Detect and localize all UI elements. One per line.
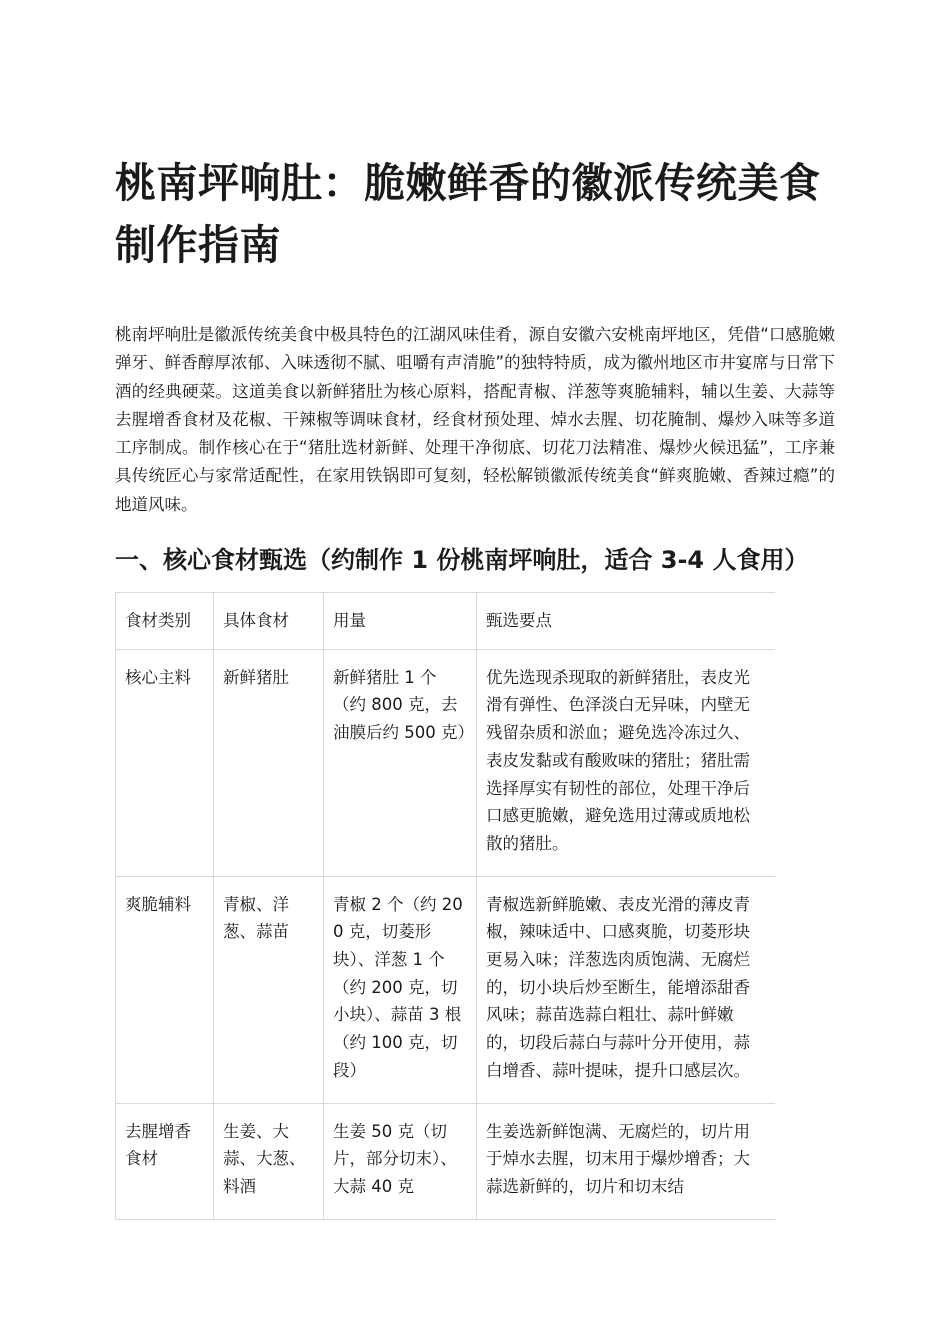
- cell-tips: 生姜选新鲜饱满、无腐烂的，切片用于焯水去腥，切末用于爆炒增香；大蒜选新鲜的，切片和切末结: [477, 1103, 776, 1219]
- ingredients-table: [115, 592, 775, 1220]
- cell-category: 爽脆辅料: [116, 876, 214, 1103]
- table-row: [116, 649, 776, 876]
- header-ingredient: 具体食材: [214, 593, 324, 650]
- section-heading-ingredients: 一、核心食材甄选（约制作 1 份桃南坪响肚，适合 3-4 人食用）: [115, 546, 809, 574]
- cell-category: 核心主料: [116, 649, 214, 876]
- cell-ingredient: 生姜、大蒜、大葱、料酒: [214, 1103, 324, 1219]
- table-row: [116, 1103, 776, 1219]
- article-title: 桃南坪响肚：脆嫩鲜香的徽派传统美食制作指南: [115, 159, 821, 269]
- header-amount: 用量: [324, 593, 477, 650]
- cell-ingredient: 青椒、洋葱、蒜苗: [214, 876, 324, 1103]
- header-tips: 甄选要点: [477, 593, 776, 650]
- ingredients-table-container: [115, 592, 775, 1228]
- cell-tips: 青椒选新鲜脆嫩、表皮光滑的薄皮青椒，辣味适中、口感爽脆，切菱形块更易入味；洋葱选肉质饱满、无腐烂的，切小块后炒至断生，能增添甜香风味；蒜苗选蒜白粗壮、蒜叶鲜嫩的，切段后蒜白与蒜叶分开使用，蒜白增香、蒜叶提味，提升口感层次。: [477, 876, 776, 1103]
- cell-ingredient: 新鲜猪肚: [214, 649, 324, 876]
- intro-paragraph: 桃南坪响肚是徽派传统美食中极具特色的江湖风味佳肴，源自安徽六安桃南坪地区，凭借“口感脆嫩弹牙、鲜香醇厚浓郁、入味透彻不腻、咀嚼有声清脆”的独特特质，成为徽州地区市井宴席与日常下酒的经典硬菜。这道美食以新鲜猪肚为核心原料，搭配青椒、洋葱等爽脆辅料，辅以生姜、大蒜等去腥增香食材及花椒、干辣椒等调味食材，经食材预处理、焯水去腥、切花腌制、爆炒入味等多道工序制成。制作核心在于“猪肚选材新鲜、处理干净彻底、切花刀法精准、爆炒火候迅猛”，工序兼具传统匠心与家常适配性，在家用铁锅即可复刻，轻松解锁徽派传统美食“鲜爽脆嫩、香辣过瘾”的地道风味。: [115, 325, 835, 514]
- cell-tips: 优先选现杀现取的新鲜猪肚，表皮光滑有弹性、色泽淡白无异味，内壁无残留杂质和淤血；避免选冷冻过久、表皮发黏或有酸败味的猪肚；猪肚需选择厚实有韧性的部位，处理干净后口感更脆嫩，避免选用过薄或质地松散的猪肚。: [477, 649, 776, 876]
- table-row: [116, 876, 776, 1103]
- table-header-row: [116, 593, 776, 650]
- cell-amount: 新鲜猪肚 1 个（约 800 克，去油膜后约 500 克）: [324, 649, 477, 876]
- header-category: 食材类别: [116, 593, 214, 650]
- cell-amount: 生姜 50 克（切片，部分切末）、大蒜 40 克: [324, 1103, 477, 1219]
- cell-category: 去腥增香食材: [116, 1103, 214, 1219]
- cell-amount: 青椒 2 个（约 200 克，切菱形块）、洋葱 1 个（约 200 克，切小块）、蒜苗 3 根（约 100 克，切段）: [324, 876, 477, 1103]
